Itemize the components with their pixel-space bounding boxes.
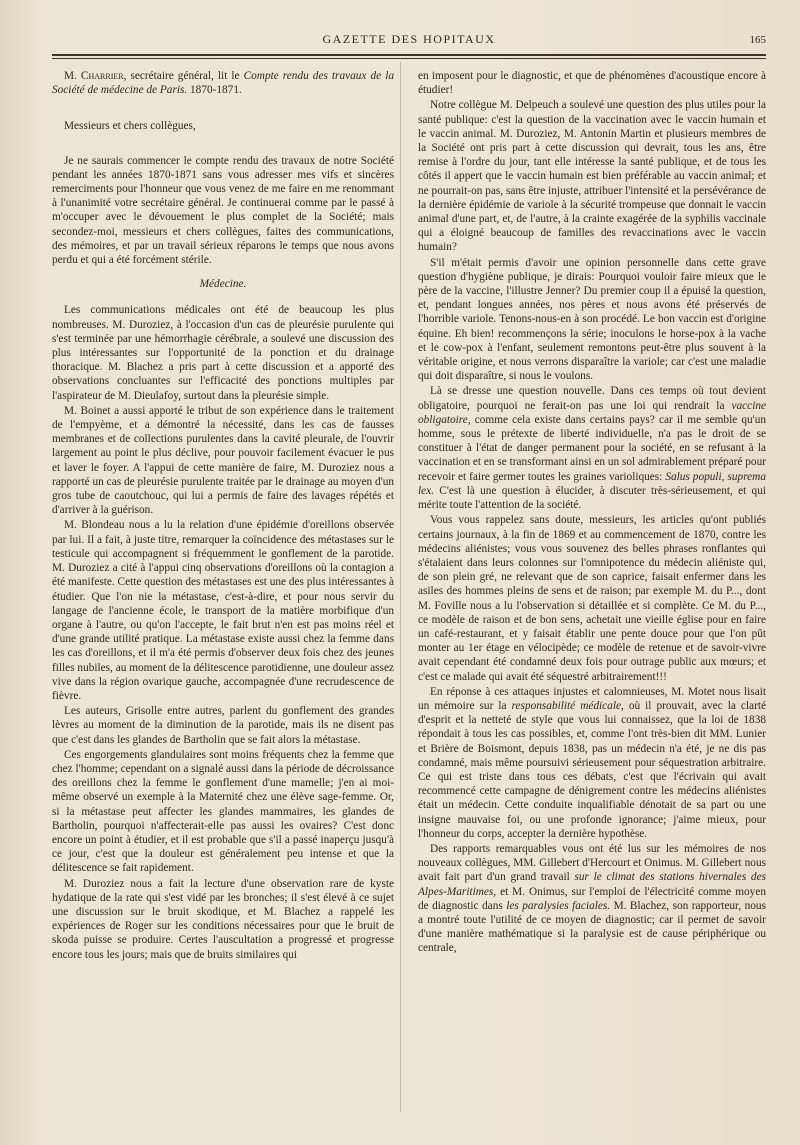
latin-motto: Salus populi, suprema lex. [418, 470, 766, 497]
report-years: 1870-1871. [187, 84, 242, 97]
column-divider [400, 62, 401, 1112]
speaker-name: M. Charrier, [64, 70, 127, 82]
text-columns [52, 69, 766, 963]
text-run: et M. Onimus, sur l'emploi de l'électricité comme moyen de diagnostic dans [418, 885, 766, 912]
paragraph: Je ne saurais commencer le compte rendu des travaux de notre Société pendant les années 1870-1871 sans vous adresser mes vifs et sincères remerciments pour l'honneur que vous venez de me faire en me renommant à l'unanimité votre secrétaire général. Je continuerai comme par le passé à m'occuper avec le dévouement le plus complet de la Société; mais secondez-moi, messieurs et chers collègues, faites des communications, des mémoires, et par un travail sérieux réparons le temps que nous avons perdu et qui a été forcément stérile. [52, 154, 394, 267]
text-run: comme cela existe dans certains pays? car il me semble qu'un homme, sous le prétexte de liberté individuelle, n'a pas le droit de se constituer à l'état de danger permanent pour la société, en se refusant à la vaccination et en se transformant ainsi en un sol admirablement préparé pour recevoir et faire germer toutes les graines varioliques: [418, 413, 766, 483]
text-run: où il prouvait, avec la clarté d'esprit et la netteté de style que vous lui connaissez, que la loi de 1838 répondait à tous les cas possibles, et, comme l'ont très-bien dit MM. Lunier et Brière de Boismont, depuis 1838, pas un médecin n'a été, je ne dis pas condamné, mais même poursuivi sérieusement pour séquestration arbitraire. Ce qui est triste dans tous ces débats, c'est que l'écrivain qui avait recommencé cette campagne de dénigrement contre les médecins aliénistes était un médecin. Cette conduite inqualifiable dénotait de sa part ou une insigne mauvaise foi, ou une profonde ignorance; j'aime mieux, pour l'honneur du corps, accepter la dernière hypothèse. [418, 699, 766, 840]
paragraph: M. Boinet a aussi apporté le tribut de son expérience dans le traitement de l'empyème, et a démontré la nécessité, dans les cas de fausses membranes et de collections purulentes dans la cavité pleurale, de l'ouvrir largement au point le plus déclive, pour pouvoir facilement évacuer le pus et laver le foyer. A l'appui de cette manière de faire, M. Duroziez nous a rapporté un cas de pleurésie purulente traitée par le drainage au moyen d'un gros tube de caoutchouc, qui lui a permis de faire des lavages répétés et d'arriver à la guérison. [52, 404, 394, 517]
section-heading: Médecine. [199, 278, 247, 291]
journal-title: GAZETTE DES HOPITAUX [322, 32, 496, 46]
right-column [418, 69, 766, 963]
paragraph: Notre collègue M. Delpeuch a soulevé une question des plus utiles pour la santé publique: c'est la question de la vaccination avec le vaccin humain et le vaccin animal. M. Duroziez, M. Antonin Martin et plusieurs membres de la Société ont pris part à cette discussion qui devrait, tous les ans, être remise à l'ordre du jour, tant elle intéresse la santé publique, et de tous les côtés il appert que le vaccin humain est bien préférable au vaccin animal; et ne pourrait-on pas, sans être injuste, attribuer l'intensité et la persévérance de la dernière épidémie de variole à la sécurité trompeuse que donnait le vaccin animal d'une part, et, de l'autre, à la crainte exagérée de la syphilis vaccinale qui a éloigné beaucoup de familles des revaccinations avec le vaccin humain? [418, 99, 766, 254]
text-run: M. Blachez, son rapporteur, nous a montré toute l'utilité de ce moyen de diagnostic; car il permet de savoir d'une manière mathématique si la paralysie est de cause périphérique ou centrale, [418, 899, 766, 955]
paragraph: Les communications médicales ont été de beaucoup les plus nombreuses. M. Duroziez, à l'occasion d'un cas de pleurésie purulente qui s'est terminée par une hémorrhagie cérébrale, a soulevé une discussion des plus intéressantes sur l'opportunité de la ponction et du drainage thoracique. M. Blachez a pris part à cette discussion et a apporté des observations concluantes sur l'efficacité des ponctions multiples par l'aspirateur de M. Dieulafoy, surtout dans la pleurésie simple. [52, 304, 394, 402]
paragraph: M. Duroziez nous a fait la lecture d'une observation rare de kyste hydatique de la rate qui s'est vidé par les bronches; il s'est élevé à ce sujet une discussion sur le bruit skodique, et M. Blachez a rappelé les expériences de Roger sur les conditions nécessaires pour que le bruit de skoda puisse se produire. Certes l'auscultation a progressé et progresse encore tous les jours; mais que de bruits similaires qui [52, 877, 394, 961]
paragraph: M. Blondeau nous a lu la relation d'une épidémie d'oreillons observée par lui. Il a fait, à juste titre, remarquer la coïncidence des métastases sur le testicule qui accompagnent si fréquemment le gonflement de la parotide. M. Duroziez a cité à l'appui cinq observations d'oreillons où la contagion a été manifeste. Cette question des métastases est une des plus intéressantes à étudier. Que l'on nie la métastase, c'est-à-dire, et pour nous servir du langage de l'ancienne école, le transport de la matière morbifique d'un organe à l'autre, ou qu'on l'accepte, le fait brut n'en est pas moins réel et d'une grande utilité pratique. La métastase existe aussi chez la femme dans les cas d'oreillons, et il m'a été permis d'observer deux fois chez des jeunes filles nubiles, au moment de la délitescence parotidienne, une douleur assez vive dans la région ovarique gauche, accompagnée d'une recrudescence de fièvre. [52, 519, 394, 702]
text-run: C'est là une question à élucider, à discuter très-sérieusement, et qui mérite toute l'attention de la société. [418, 484, 766, 512]
intro-paragraph [52, 69, 394, 97]
report-title: Compte rendu des travaux de la Société de médecine de Paris. [52, 70, 394, 97]
left-column [52, 69, 394, 963]
text-run: Des rapports remarquables vous ont été lus sur les mémoires de nos nouveaux collègues, MM. Gillebert d'Hercourt et Onimus. M. Gillebert nous avait fait part d'un grand travail [418, 842, 766, 884]
paragraph: en imposent pour le diagnostic, et que de phénomènes d'acoustique encore à étudier! [418, 70, 766, 97]
paragraph: S'il m'était permis d'avoir une opinion personnelle dans cette grave question d'hygiène publique, je dirais: Pourquoi vouloir faire mieux que le père de la vaccine, l'illustre Jenner? Du premier coup il a épuisé la question, et, pendant longues années, nos pères et nous avons été préservés de l'horrible variole. Tenons-nous-en à son procédé. Le bon vaccin est d'origine équine. Eh bien! recommençons la série; inoculons le horse-pox à la vache et le cow-pox à l'enfant, seulement remontons peut-être plus souvent à la véritable origine, et nous verrons disparaître la variole; car c'est une maladie qui doit disparaître, si nous le voulons. [418, 256, 766, 383]
paragraph [418, 685, 766, 841]
emphasis: sur le climat des stations hivernales des Alpes-Maritimes, [418, 871, 766, 898]
emphasis: les paralysies faciales. [506, 899, 611, 912]
paragraph: Les auteurs, Grisolle entre autres, parlent du gonflement des grandes lèvres au moment de la diminution de la parotide, mais ils ne disent pas que c'est dans les glandes de Bartholin que se fait alors la métastase. [52, 705, 394, 746]
page-header [52, 28, 766, 52]
paragraph: Ces engorgements glandulaires sont moins fréquents chez la femme que chez l'homme; cependant on a signalé aussi dans la période de décroissance des oreillons chez la femme le gonflement d'une mamelle; j'en ai moi-même observé un exemple à la Maternité chez une élève sage-femme. Or, si la métastase peut affecter les glandes mammaires, les glandes de Bartholin, pourquoi n'affecterait-elle pas aussi les ovaires? C'est donc encore un point à étudier, et il est probable que s'il a passé inaperçu jusqu'à ce jour, c'est que la douleur est généralement peu intense et que la délitescence se fait rapidement. [52, 748, 394, 875]
emphasis: vaccine obligatoire, [418, 399, 766, 426]
paragraph [418, 842, 766, 956]
paragraph: Vous vous rappelez sans doute, messieurs, les articles qu'ont publiés certains journaux, à la fin de 1869 et au commencement de 1870, contre les médecins aliénistes; vous vous souvenez des belles phrases ronflantes qui s'étalaient dans leurs colonnes sur l'omnipotence du médecin aliéniste qui, de son plein gré, ne relevant que de son caprice, faisait enfermer dans les asiles des hommes pleins de sens et de raison; par exemple M. du P..., dont M. Foville nous a lu l'observation si détaillée et si complète. Ce M. du P..., ce modèle de raison et de bon sens, achetait une vieille église pour en faire un café-restaurant, et y faisait établir une pente douce pour que l'on pût monter au 1er étage en vélocipède; ce modèle de retenue et de savoir-vivre avait cependant été condamné deux fois pour outrage public aux mœurs; et c'est ce malade qui avait été séquestré arbitrairement!!! [418, 514, 766, 683]
header-rule-thick [52, 54, 766, 56]
paragraph [418, 384, 766, 512]
text-run: Là se dresse une question nouvelle. Dans ces temps où tout devient obligatoire, pourquoi ne ferait-on pas une loi qui rendrait la [418, 385, 766, 412]
intro-text: secrétaire général, lit le [126, 70, 244, 82]
emphasis: responsabilité médicale, [511, 699, 624, 712]
salutation: Messieurs et chers collègues, [64, 120, 196, 133]
header-rule-thin [52, 58, 766, 59]
page-number: 165 [749, 34, 766, 46]
text-run: En réponse à ces attaques injustes et calomnieuses, M. Motet nous lisait un mémoire sur la [418, 685, 766, 712]
